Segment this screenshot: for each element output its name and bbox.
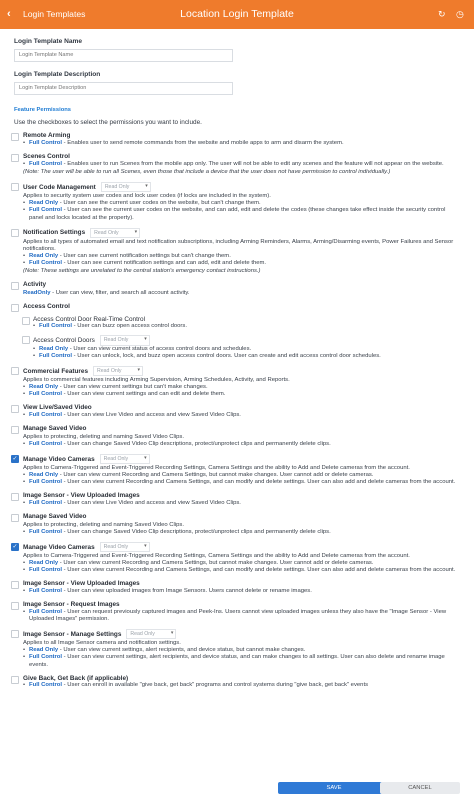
permission-level-name: Full Control <box>29 654 63 661</box>
permission-title: Scenes Control <box>23 153 70 161</box>
permission-level-name: Full Control <box>29 500 63 507</box>
permission-level-line <box>23 140 460 147</box>
permission-list <box>0 132 474 689</box>
permission-level-text: - User can enroll in available "give back, get back" programs and control systems during "give back, get back" events <box>62 682 369 689</box>
permission-level-text: - User can view, filter, and search all account activity. <box>50 289 190 296</box>
permission-checkbox[interactable] <box>11 581 19 589</box>
permission-title: Access Control Door Real-Time Control <box>33 315 145 323</box>
permission-level-line <box>23 654 460 668</box>
permission-level-text: - Enables user to send remote commands from the website and mobile apps to arm and disarm the system. <box>62 140 344 147</box>
permission-level-line <box>23 647 460 654</box>
permission-level-line <box>23 472 460 479</box>
permission-level-line <box>23 412 460 419</box>
permission-level-name: Full Control <box>29 260 63 267</box>
permission-remote-arming <box>0 132 474 147</box>
permission-level-name: Read Only <box>29 472 59 479</box>
permission-manage-video-cameras <box>0 454 474 486</box>
permission-title: Image Sensor - View Uploaded Images <box>23 492 140 500</box>
permission-checkbox[interactable]: ✓ <box>12 544 18 550</box>
template-description-input[interactable] <box>14 82 233 95</box>
permission-level-line <box>23 560 460 567</box>
permission-image-sensor-view-uploaded-images <box>0 580 474 595</box>
permission-commercial-features <box>0 366 474 398</box>
permission-level-name: Full Control <box>29 588 63 595</box>
permission-title: Image Sensor - Manage Settings <box>23 630 122 638</box>
permission-checkbox[interactable] <box>11 183 19 191</box>
permission-checkbox[interactable] <box>11 282 19 290</box>
permission-level-text: - User can unlock, lock, and buzz open access control doors. User can create and edit access control door schedules. <box>72 352 381 359</box>
permission-description: Applies to protecting, deleting and naming Saved Video Clips. <box>23 433 185 440</box>
permission-give-back-get-back-if-applicable <box>0 675 474 690</box>
permission-level-text: - User can view Live Video and access and view Saved Video Clips. <box>62 412 241 418</box>
template-name-input[interactable] <box>14 49 233 62</box>
permission-checkbox[interactable]: ✓ <box>12 455 18 462</box>
access-level-select[interactable]: Read Only ▾ <box>100 454 150 464</box>
permission-checkbox[interactable] <box>11 229 19 237</box>
permission-checkbox[interactable] <box>11 493 19 501</box>
permission-checkbox[interactable] <box>11 405 19 413</box>
save-button[interactable]: SAVE <box>278 782 390 794</box>
refresh-icon[interactable]: ↻ <box>438 9 446 19</box>
permission-activity <box>0 281 474 297</box>
footer-bar <box>0 781 474 802</box>
permission-level-line <box>23 260 460 267</box>
back-link[interactable]: Login Templates <box>23 9 86 19</box>
permission-level-name: Full Control <box>29 682 63 689</box>
permission-level-text: - User can view current settings and can edit and delete them. <box>62 391 226 398</box>
permission-description: Applies to Camera-Triggered and Event-Triggered Recording Settings, Camera Settings and the ability to Add and Delete cameras from the account. <box>23 553 410 560</box>
permission-access-control-door-real-time-control <box>0 316 474 331</box>
permission-level-text: - User can view Live Video and access and view Saved Video Clips. <box>62 500 241 507</box>
permission-checkbox[interactable] <box>11 426 19 434</box>
permission-level-line <box>23 567 460 574</box>
permission-level-line <box>23 609 460 623</box>
permission-level-text: - User can view current settings, alert recipients, and device status, and can make changes to all settings. User can also delete and rename image events. <box>29 654 445 668</box>
permission-description: Applies to Camera-Triggered and Event-Triggered Recording Settings, Camera Settings and the ability to Add and Delete cameras from the account. <box>23 465 410 472</box>
permission-checkbox[interactable] <box>22 317 30 325</box>
permission-image-sensor-request-images <box>0 601 474 623</box>
access-level-select[interactable]: Read Only ▾ <box>126 629 176 639</box>
permission-level-text: - User can view current Recording and Camera Settings, and can modify and delete settings. User can also add and delete cameras from the account. <box>62 479 456 486</box>
clock-icon[interactable]: ◷ <box>456 9 464 19</box>
permission-level-name: Full Control <box>29 412 63 418</box>
permission-title: Access Control <box>23 303 70 310</box>
permission-level-name: Full Control <box>29 479 63 486</box>
permission-level-name: Full Control <box>29 567 63 574</box>
permission-level-line <box>23 529 460 536</box>
permission-title: Notification Settings <box>23 229 86 237</box>
permission-access-control-doors <box>0 335 474 359</box>
permission-level-name: Full Control <box>29 207 63 214</box>
permission-level-name: Full Control <box>29 160 63 167</box>
permission-level-text: - User can see current notification settings and can add, edit and delete them. <box>62 260 267 267</box>
permission-level-line <box>23 207 460 221</box>
permission-checkbox[interactable] <box>11 514 19 522</box>
permission-description: Applies to security system user codes and lock user codes (if locks are included in the system). <box>23 193 271 200</box>
permission-level-text: - User can view current Recording and Camera Settings, and can modify and delete settings. User can also add and delete cameras from the account. <box>62 567 456 574</box>
permission-level-line <box>23 682 460 689</box>
permission-level-text: - User can view current Recording and Camera Settings, but cannot make changes. User cannot add or delete cameras. <box>58 472 374 479</box>
permission-level-name: Full Control <box>29 440 63 447</box>
permission-level-name: ReadOnly <box>23 289 51 296</box>
permission-checkbox[interactable] <box>11 133 19 141</box>
permission-checkbox[interactable] <box>11 630 19 638</box>
permission-level-line <box>23 588 460 595</box>
app-header <box>0 0 474 29</box>
page-title: Location Login Template <box>180 8 294 21</box>
permission-level-name: Read Only <box>29 384 59 391</box>
permission-level-name: Full Control <box>29 528 63 535</box>
permission-level-name: Full Control <box>29 391 63 398</box>
permission-level-line <box>23 384 460 391</box>
permission-level-name: Full Control <box>39 323 73 330</box>
permission-level-text: - User can view uploaded images from Image Sensors. Users cannot delete or rename images. <box>62 588 312 595</box>
permission-title: Manage Video Cameras <box>23 543 95 551</box>
permission-level-line <box>23 161 460 168</box>
permission-description: Applies to protecting, deleting and naming Saved Video Clips. <box>23 521 185 528</box>
permission-title: Manage Saved Video <box>23 513 87 521</box>
permission-title: Manage Video Cameras <box>23 455 95 463</box>
permission-note: (Note: These settings are unrelated to the central station's emergency contact instructions.) <box>23 268 261 275</box>
permission-level-text: - User can buzz open access control doors. <box>72 323 187 330</box>
permission-level-text: - User can view current Recording and Camera Settings, but cannot make changes. User cannot add or delete cameras. <box>58 560 374 567</box>
permission-access-control <box>0 303 474 311</box>
permission-manage-saved-video <box>0 513 474 536</box>
permission-level-name: Read Only <box>29 560 59 567</box>
permission-title: Remote Arming <box>23 132 71 140</box>
permission-description: Applies to all Image Sensor camera and notification settings. <box>23 640 181 647</box>
permission-checkbox[interactable] <box>11 367 19 375</box>
permission-level-text: - User can view current status of access control doors and schedules. <box>68 345 252 352</box>
feature-permissions-heading: Feature Permissions <box>14 106 72 113</box>
access-level-select[interactable]: Read Only ▾ <box>100 542 150 552</box>
permission-view-live-saved-video <box>0 404 474 419</box>
permission-level-name: Full Control <box>29 608 63 615</box>
permission-title: Image Sensor - Request Images <box>23 601 120 609</box>
permission-checkbox[interactable] <box>11 676 19 684</box>
permission-user-code-management <box>0 182 474 222</box>
access-level-select[interactable]: Read Only ▾ <box>90 228 140 238</box>
permission-level-name: Full Control <box>39 352 73 359</box>
form-body <box>0 38 474 126</box>
template-description-label: Login Template Description <box>14 70 101 78</box>
permission-title: Image Sensor - View Uploaded Images <box>23 580 140 588</box>
permission-notification-settings <box>0 228 474 276</box>
cancel-button[interactable]: CANCEL <box>380 782 460 794</box>
permission-level-name: Full Control <box>29 140 63 147</box>
permission-level-text: - User can request previously captured images and Peek-Ins. Users cannot view uploaded images unless they also have the "Image Sensor - View Uploaded Images" permission. <box>29 608 447 622</box>
permission-note: (Note: The user will be able to run all Scenes, even those that include a device that the user does not have permission to control individually.) <box>23 168 391 175</box>
access-level-select[interactable]: Read Only ▾ <box>93 366 143 376</box>
permission-description: Applies to commercial features including Arming Supervision, Arming Schedules, Activity, and Reports. <box>23 377 290 384</box>
permission-manage-video-cameras <box>0 542 474 574</box>
permission-title: User Code Management <box>23 183 96 191</box>
permission-level-line <box>23 479 460 486</box>
permission-level-text: - User can change Saved Video Clip descriptions, protect/unprotect clips and permanently delete clips. <box>62 528 331 535</box>
permission-checkbox[interactable] <box>11 602 19 610</box>
permission-level-line <box>23 200 460 207</box>
permission-checkbox[interactable] <box>11 304 19 312</box>
permission-level-line <box>23 391 460 398</box>
permission-level-line <box>23 253 460 260</box>
permission-level-line <box>33 346 474 353</box>
permission-level-name: Read Only <box>29 200 59 207</box>
permission-level-text: - User can view current settings but can't make changes. <box>58 384 208 391</box>
permission-level-line <box>23 441 460 448</box>
access-level-select[interactable]: Read Only ▾ <box>101 182 151 192</box>
permission-checkbox[interactable] <box>11 154 19 162</box>
permission-title: Access Control Doors <box>33 337 95 345</box>
permission-level-line <box>23 290 460 297</box>
permission-image-sensor-manage-settings <box>0 629 474 669</box>
permission-level-name: Read Only <box>39 345 69 352</box>
permission-level-line <box>33 353 474 360</box>
permission-image-sensor-view-uploaded-images <box>0 492 474 507</box>
permission-checkbox[interactable] <box>22 336 30 344</box>
permission-level-text: - User can change Saved Video Clip descriptions, protect/unprotect clips and permanently delete clips. <box>62 440 331 447</box>
permission-title: Activity <box>23 281 47 289</box>
permission-level-text: - Enables user to run Scenes from the mobile app only. The user will not be able to edit any scenes and the feature will not appear on the website. <box>62 160 444 167</box>
permission-level-text: - User can see current notification settings but can't change them. <box>58 253 231 259</box>
permission-description: Applies to all types of automated email and text notification subscriptions, including Arming Reminders, Alarms, Arming/Disarming events, Power Failures and Sensor notifications. <box>23 238 454 252</box>
permission-level-line <box>33 323 474 330</box>
permission-manage-saved-video <box>0 425 474 448</box>
permission-title: Commercial Features <box>23 367 88 375</box>
chevron-left-icon[interactable]: ‹ <box>7 8 11 20</box>
permission-level-text: - User can see the current user codes on the website, but can't change them. <box>58 200 261 207</box>
permission-level-text: - User can view current settings, alert recipients, and device status, but cannot make changes. <box>58 647 306 654</box>
access-level-select[interactable]: Read Only ▾ <box>100 335 150 345</box>
permission-level-name: Read Only <box>29 253 59 259</box>
permission-scenes-control <box>0 153 474 176</box>
feature-permissions-instructions: Use the checkboxes to select the permissions you want to include. <box>14 118 202 126</box>
permission-level-text: - User can see the current user codes on the website, and can add, edit and delete the codes (these changes take effect inside the security control panel and locks located at the property). <box>29 207 446 221</box>
permission-title: Give Back, Get Back (if applicable) <box>23 674 129 682</box>
template-name-label: Login Template Name <box>14 38 83 45</box>
permission-title: Manage Saved Video <box>23 425 87 433</box>
permission-level-line <box>23 500 460 507</box>
permission-title: View Live/Saved Video <box>23 404 92 412</box>
permission-level-name: Read Only <box>29 647 59 654</box>
